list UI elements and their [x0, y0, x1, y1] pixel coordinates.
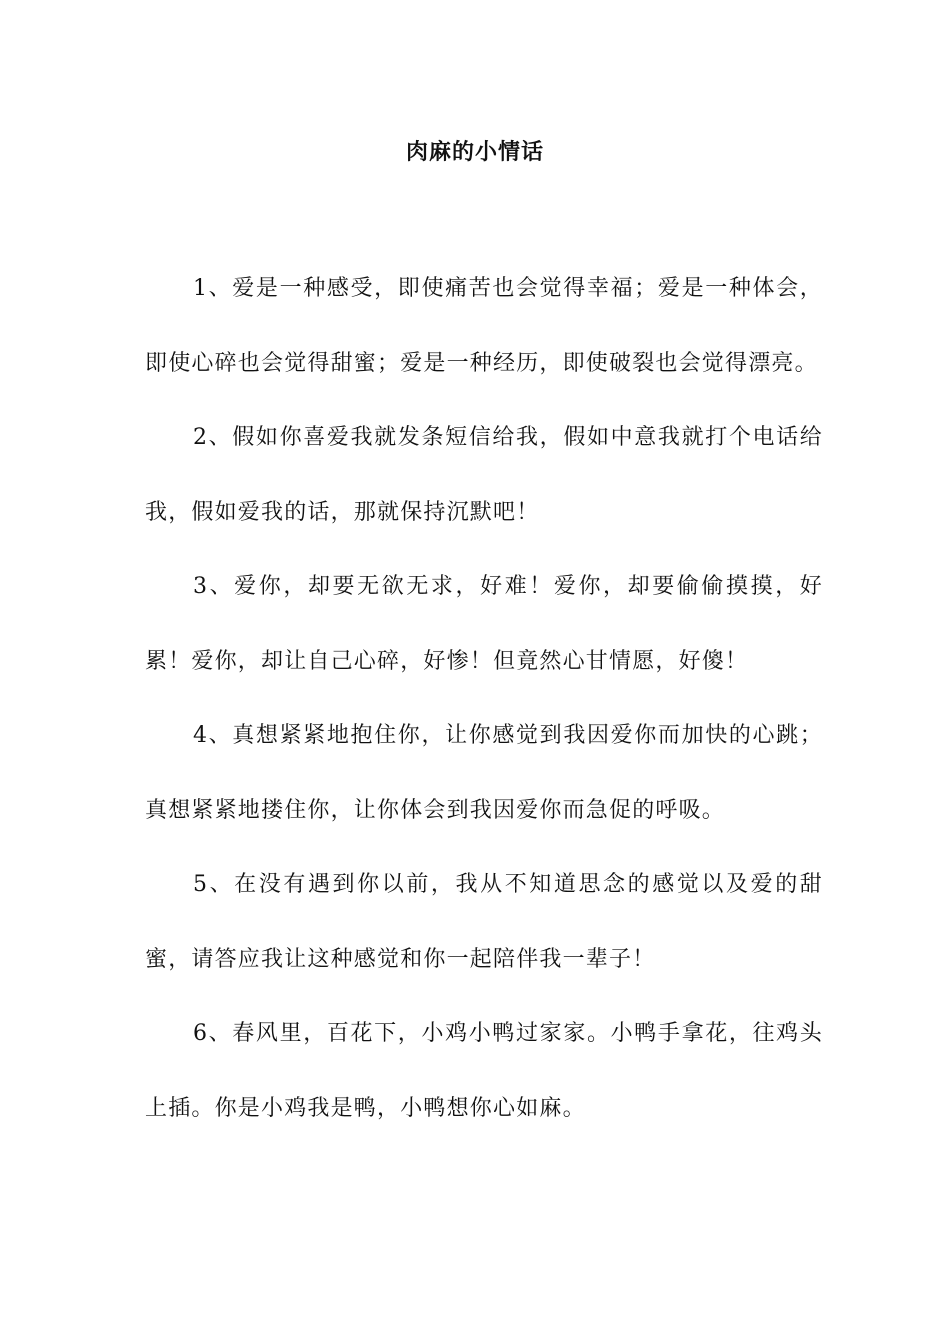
document-title: 肉麻的小情话 [405, 140, 544, 165]
paragraph-6: 6、春风里，百花下，小鸡小鸭过家家。小鸭手拿花，往鸡头上插。你是小鸡我是鸭，小鸭想你心如麻。 [145, 1021, 823, 1121]
paragraph-5: 5、在没有遇到你以前，我从不知道思念的感觉以及爱的甜蜜，请答应我让这种感觉和你一起陪伴我一辈子！ [145, 872, 823, 972]
paragraph-1: 1、爱是一种感受，即使痛苦也会觉得幸福；爱是一种体会，即使心碎也会觉得甜蜜；爱是一种经历，即使破裂也会觉得漂亮。 [145, 276, 823, 376]
paragraph-4: 4、真想紧紧地抱住你，让你感觉到我因爱你而加快的心跳；真想紧紧地搂住你，让你体会到我因爱你而急促的呼吸。 [145, 723, 823, 823]
document-body [145, 252, 823, 1146]
paragraph-3: 3、爱你，却要无欲无求，好难！爱你，却要偷偷摸摸，好累！爱你，却让自己心碎，好惨！但竟然心甘情愿，好傻！ [145, 574, 823, 674]
paragraph-2: 2、假如你喜爱我就发条短信给我，假如中意我就打个电话给我，假如爱我的话，那就保持沉默吧！ [145, 425, 823, 525]
